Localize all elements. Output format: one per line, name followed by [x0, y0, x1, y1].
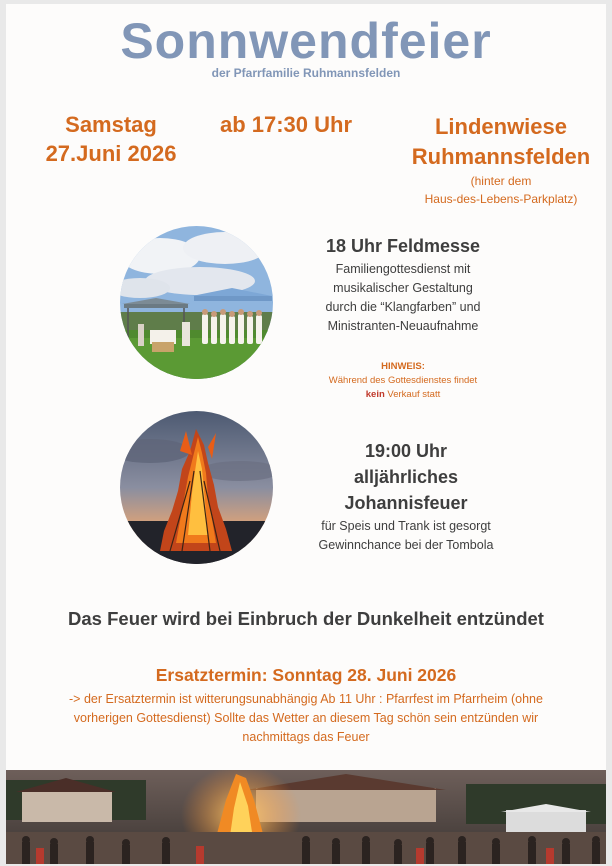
fire-notice: Das Feuer wird bei Einbruch der Dunkelheit entzündet [68, 608, 544, 629]
notice-rest: Verkauf statt [384, 389, 441, 400]
alternative-line-2: vorherigen Gottesdienst) Sollte das Wetter an diesem Tag schön sein entzünden wir [73, 711, 539, 725]
bonfire-photo [120, 411, 273, 564]
event-date: 27.Juni 2026 [45, 141, 177, 166]
field-mass-line-1: Familiengottesdienst mit [335, 262, 471, 276]
page-subtitle: der Pfarrfamilie Ruhmannsfelden [211, 66, 401, 80]
alternative-date-text [36, 690, 576, 747]
field-mass-photo [120, 226, 273, 379]
fire-heading-line-3: Johannisfeuer [344, 493, 468, 513]
fire-heading-line-2: alljährliches [353, 467, 459, 487]
flyer-page [6, 4, 606, 864]
fire-line-1: für Speis und Trank ist gesorgt [321, 519, 491, 533]
page-title: Sonnwendfeier [120, 13, 492, 69]
fire-heading-time: 19:00 Uhr [364, 441, 448, 461]
event-location-name: Lindenwiese [434, 114, 568, 139]
field-mass-line-3: durch die “Klangfarben” und [325, 300, 481, 314]
alternative-date-heading: Ersatztermin: Sonntag 28. Juni 2026 [155, 665, 457, 685]
alternative-line-1: -> der Ersatztermin ist witterungsunabhängig Ab 11 Uhr : Pfarrfest im Pfarrheim (ohne [69, 692, 543, 706]
event-location-town: Ruhmannsfelden [411, 144, 591, 169]
notice-line-1: Während des Gottesdienstes findet [328, 375, 478, 386]
event-location-note-1: (hinter dem [470, 174, 532, 188]
alternative-line-3: nachmittags das Feuer [242, 730, 370, 744]
notice-kein: kein [365, 389, 385, 400]
fire-line-2: Gewinnchance bei der Tombola [318, 538, 494, 552]
notice-heading: HINWEIS: [381, 361, 425, 372]
field-mass-heading: 18 Uhr Feldmesse [325, 236, 481, 256]
field-mass-line-4: Ministranten-Neuaufnahme [327, 319, 479, 333]
event-time: ab 17:30 Uhr [219, 112, 353, 137]
crowd-bonfire-photo [6, 770, 606, 864]
notice-line-2 [288, 388, 518, 402]
field-mass-line-2: musikalischer Gestaltung [333, 281, 473, 295]
event-location-note-2: Haus-des-Lebens-Parkplatz) [424, 192, 578, 206]
event-day: Samstag [65, 112, 157, 137]
